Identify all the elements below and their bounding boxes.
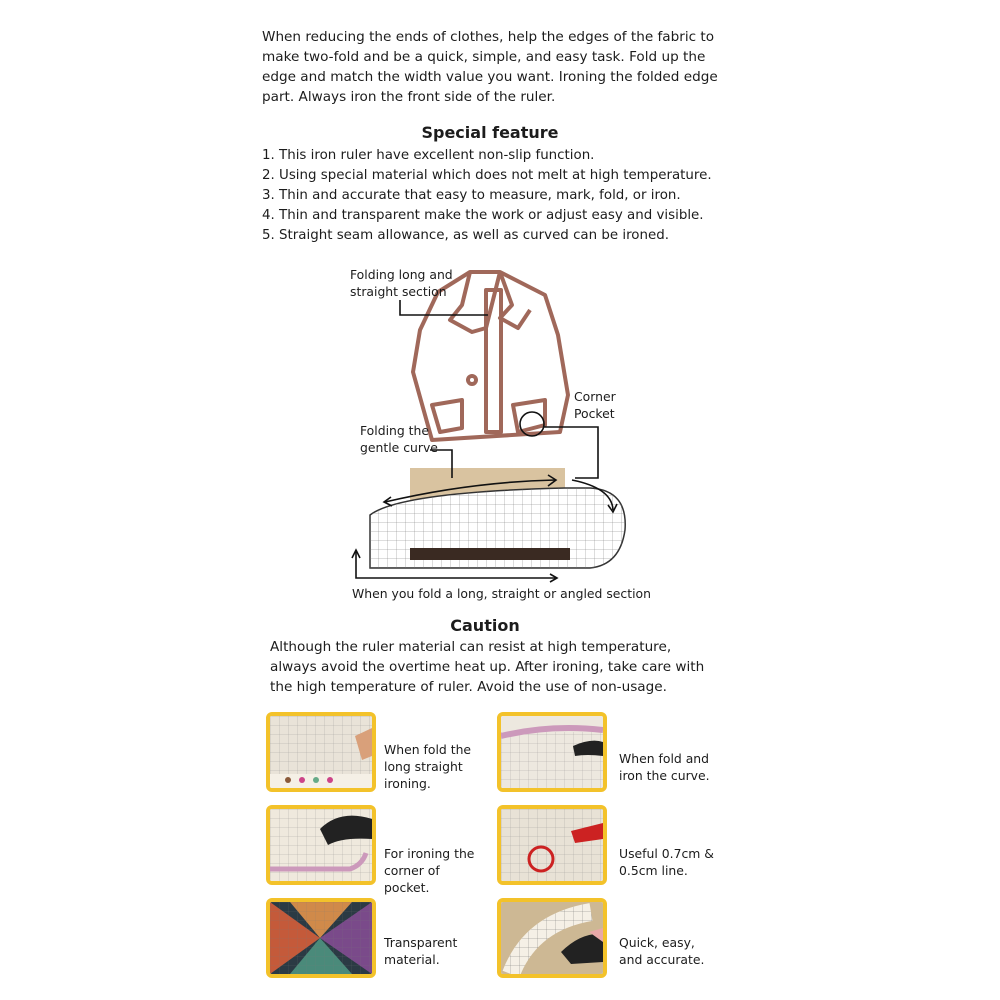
feature-item: 1. This iron ruler have excellent non-slip function. [262,148,595,163]
tile-caption: Useful 0.7cm & 0.5cm line. [619,846,714,879]
feature-item: 3. Thin and accurate that easy to measure, mark, fold, or iron. [262,188,681,203]
tile-caption: For ironing the corner of pocket. [384,846,475,896]
tile-caption: Transparent material. [384,935,458,968]
photo-tile [497,712,607,792]
photo-tile [266,898,376,978]
label-straight-section: Folding long and straight section [350,267,453,299]
caution-text: Although the ruler material can resist at high temperature, always avoid the overtime heat up. After ironing, take care with the high temperature of ruler. Avoid the use of non-usage. [270,639,705,695]
special-feature-heading: Special feature [421,123,559,142]
tile-caption: When fold the long straight ironing. [384,742,472,792]
feature-item: 5. Straight seam allowance, as well as curved can be ironed. [262,228,669,243]
photo-tile [266,712,376,792]
tile-caption: When fold and iron the curve. [619,751,710,784]
photo-tile [497,898,607,978]
tile-caption: Quick, easy, and accurate. [619,935,705,968]
ruler-icon [370,488,625,568]
caution-heading: Caution [450,616,520,635]
label-corner-pocket: Corner Pocket [574,389,616,421]
photo-tile [497,805,607,885]
intro-text: When reducing the ends of clothes, help the edges of the fabric to make two-fold and be a quick, simple, and easy task. Fold up the edge and match the width value you want. Ironing the folded edge part. Always iron the front side of the ruler. [262,29,718,105]
feature-item: 2. Using special material which does not melt at high temperature. [262,168,712,183]
photo-tile [266,805,376,885]
diagram-caption: When you fold a long, straight or angled section [352,586,651,601]
label-gentle-curve: Folding the gentle curve [360,423,438,455]
feature-item: 4. Thin and transparent make the work or adjust easy and visible. [262,208,704,223]
